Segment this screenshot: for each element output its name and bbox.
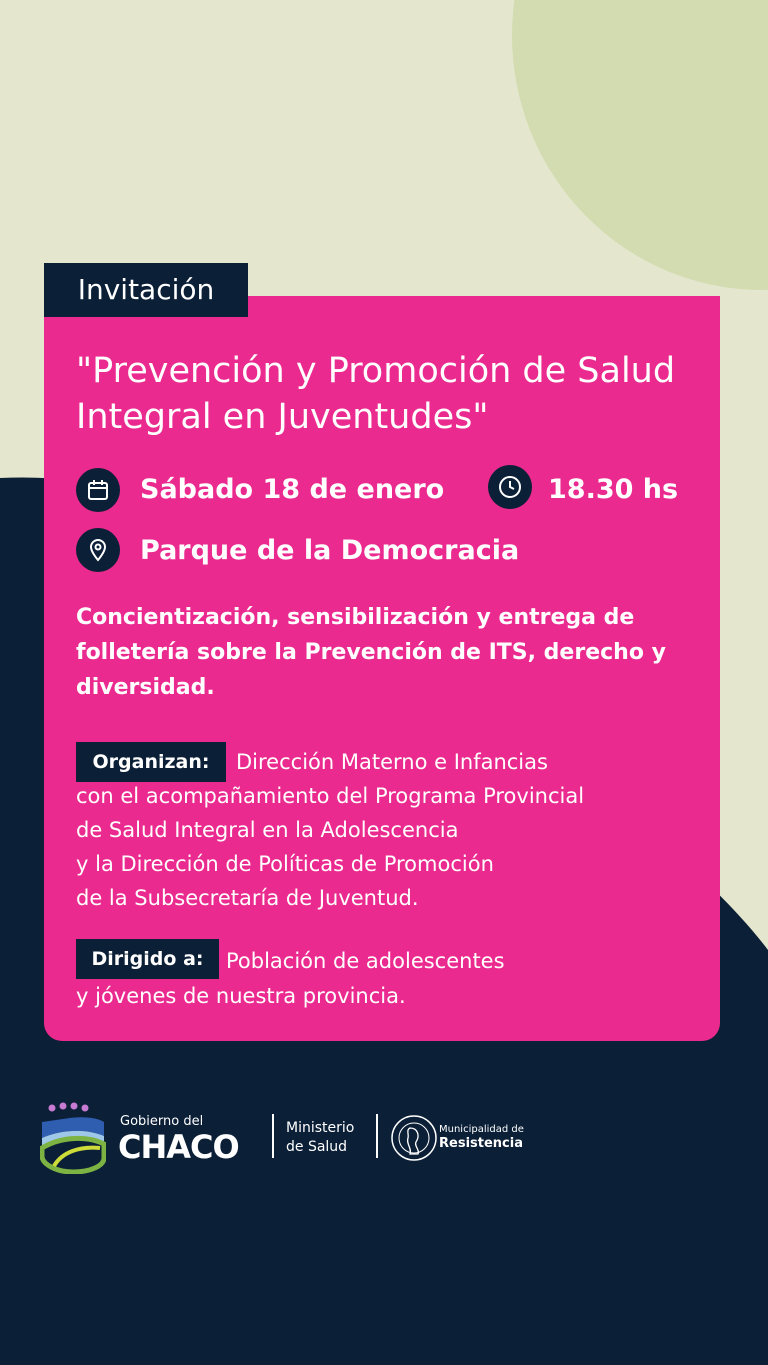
clock-icon — [488, 465, 532, 509]
organizan-line: Dirección Materno e Infancias — [236, 750, 548, 774]
resistencia-seal-icon — [390, 1112, 438, 1164]
organizan-line: y la Dirección de Políticas de Promoción — [76, 852, 494, 876]
divider — [272, 1114, 274, 1158]
dirigido-line: y jóvenes de nuestra provincia. — [76, 984, 406, 1008]
location-pin-icon — [76, 528, 120, 572]
ministerio-line-1: Ministerio — [286, 1120, 355, 1136]
municipalidad-line-1: Municipalidad de — [439, 1124, 524, 1135]
organizan-line: de la Subsecretaría de Juventud. — [76, 886, 419, 910]
chaco-logo-icon — [40, 1102, 106, 1174]
divider — [376, 1114, 378, 1158]
organizan-line: de Salud Integral en la Adolescencia — [76, 818, 459, 842]
gobierno-small-text: Gobierno del — [120, 1114, 204, 1129]
organizan-line: con el acompañamiento del Programa Provincial — [76, 784, 585, 808]
event-time: 18.30 hs — [548, 474, 679, 505]
dirigido-line: Población de adolescentes — [226, 949, 505, 973]
footer-logos — [40, 1100, 540, 1175]
title-line-1: "Prevención y Promoción de Salud — [76, 351, 676, 391]
event-date: Sábado 18 de enero — [140, 474, 445, 505]
gobierno-big-text: CHACO — [118, 1128, 239, 1166]
event-place: Parque de la Democracia — [140, 535, 520, 566]
ministerio-line-2: de Salud — [286, 1139, 348, 1155]
invitation-badge: Invitación — [44, 263, 248, 317]
dirigido-label: Dirigido a: — [76, 939, 219, 979]
organizan-label: Organizan: — [76, 742, 226, 782]
title-line-2: Integral en Juventudes" — [76, 397, 489, 437]
event-title — [76, 348, 706, 440]
municipalidad-line-2: Resistencia — [439, 1136, 523, 1151]
calendar-icon — [76, 468, 120, 512]
event-description: Concientización, sensibilización y entrega de folletería sobre la Prevención de ITS, derecho y diversidad. — [76, 605, 666, 700]
